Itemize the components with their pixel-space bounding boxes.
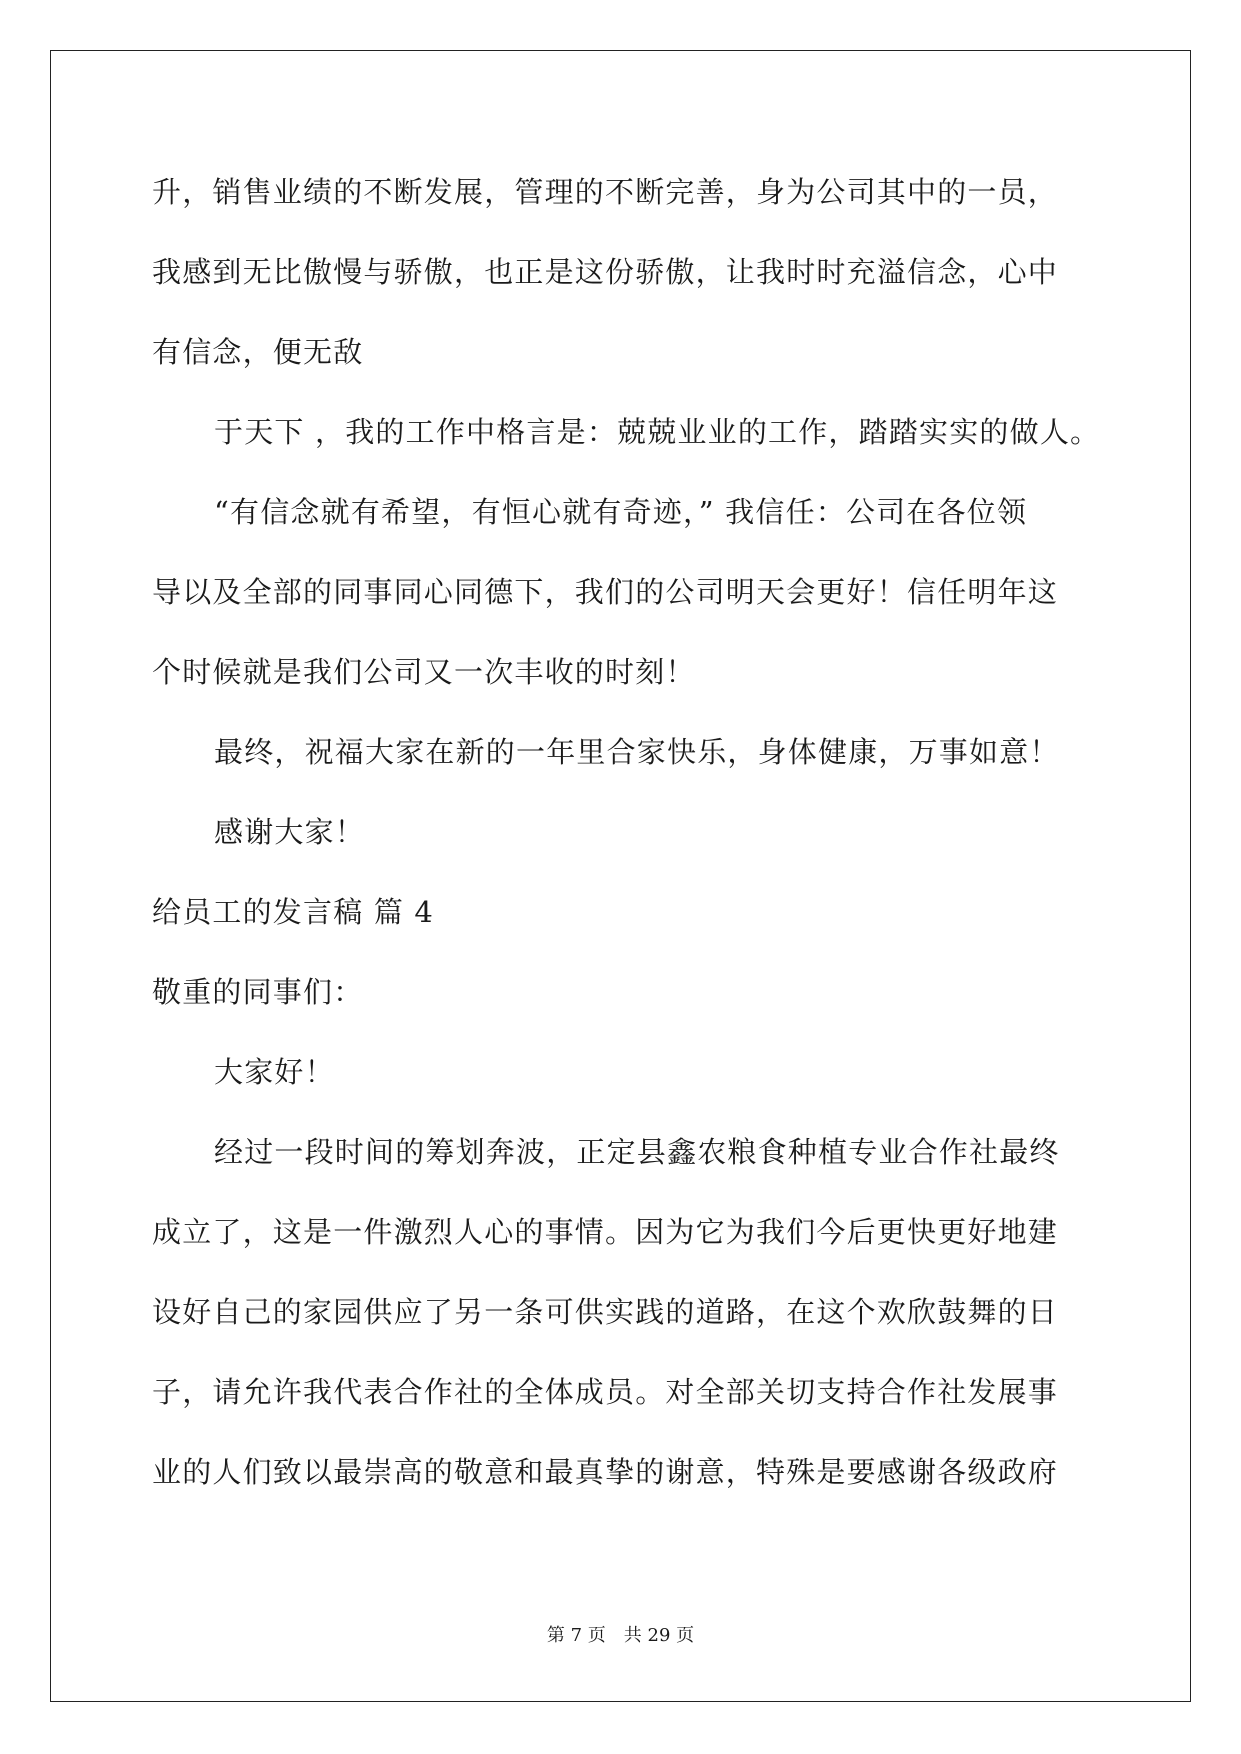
body-line: 感谢大家！ <box>214 815 366 849</box>
body-line: 导以及全部的同事同心同德下，我们的公司明天会更好！信任明年这 <box>152 575 1059 609</box>
body-line: 经过一段时间的筹划奔波，正定县鑫农粮食种植专业合作社最终 <box>214 1135 1060 1169</box>
body-line: 个时候就是我们公司又一次丰收的时刻！ <box>152 655 696 689</box>
page-total: 共 29 页 <box>623 1625 695 1646</box>
body-line: 升，销售业绩的不断发展，管理的不断完善，身为公司其中的一员， <box>152 175 1059 209</box>
page-number: 第 7 页 <box>546 1625 606 1646</box>
body-line: 子，请允许我代表合作社的全体成员。对全部关切支持合作社发展事 <box>152 1375 1059 1409</box>
body-line: 成立了，这是一件激烈人心的事情。因为它为我们今后更快更好地建 <box>152 1215 1059 1249</box>
greeting: 大家好！ <box>214 1055 335 1089</box>
section-heading: 给员工的发言稿 篇 4 <box>152 895 435 929</box>
body-line: “有信念就有希望，有恒心就有奇迹，” 我信任：公司在各位领 <box>214 495 1028 529</box>
salutation: 敬重的同事们： <box>152 975 364 1009</box>
page-footer <box>0 1624 1241 1648</box>
body-line: 业的人们致以最崇高的敬意和最真挚的谢意，特殊是要感谢各级政府 <box>152 1455 1059 1489</box>
body-line: 设好自己的家园供应了另一条可供实践的道路，在这个欢欣鼓舞的日 <box>152 1295 1059 1329</box>
body-line: 最终，祝福大家在新的一年里合家快乐，身体健康，万事如意！ <box>214 735 1060 769</box>
body-line: 于天下 ，我的工作中格言是：兢兢业业的工作，踏踏实实的做人。 <box>214 415 1101 449</box>
body-line: 有信念，便无敌 <box>152 335 364 369</box>
body-line: 我感到无比傲慢与骄傲，也正是这份骄傲，让我时时充溢信念，心中 <box>152 255 1059 289</box>
